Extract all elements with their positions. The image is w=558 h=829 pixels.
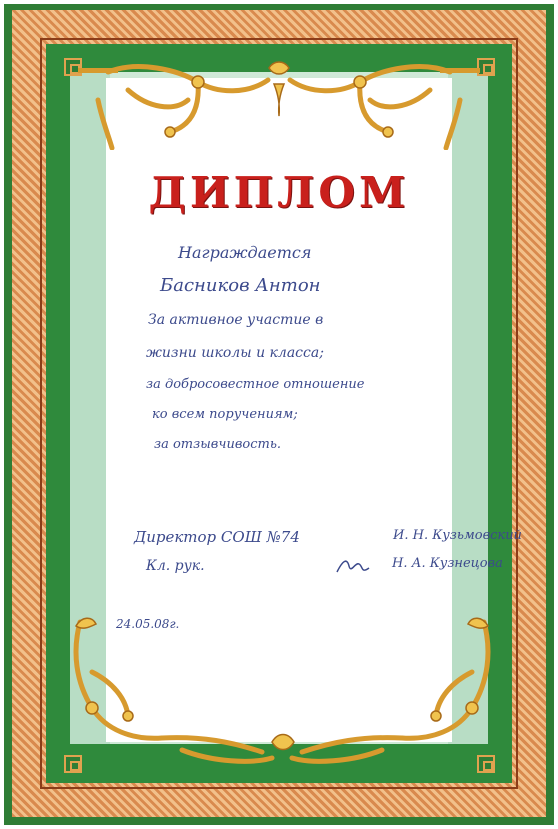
director-name: И. Н. Кузьмовский — [393, 528, 522, 543]
bottom-gold-ornament-icon — [62, 612, 502, 770]
issue-date: 24.05.08г. — [116, 617, 180, 631]
citation-line-2: жизни школы и класса; — [146, 345, 324, 361]
top-gold-ornament-icon — [78, 60, 480, 150]
class-teacher-label: Кл. рук. — [146, 558, 205, 574]
signature-scribble-icon — [335, 556, 375, 578]
citation-line-1: За активное участие в — [148, 312, 324, 328]
award-intro-line: Награждается — [178, 243, 312, 262]
director-label: Директор СОШ №74 — [134, 528, 300, 546]
citation-line-5: за отзывчивость. — [154, 437, 282, 452]
diploma-title: ДИПЛОМ — [148, 168, 410, 217]
recipient-name: Басников Антон — [160, 275, 321, 296]
citation-line-3: за добросовестное отношение — [146, 377, 365, 392]
citation-line-4: ко всем поручениям; — [152, 407, 298, 422]
class-teacher-name: Н. А. Кузнецова — [392, 556, 503, 571]
